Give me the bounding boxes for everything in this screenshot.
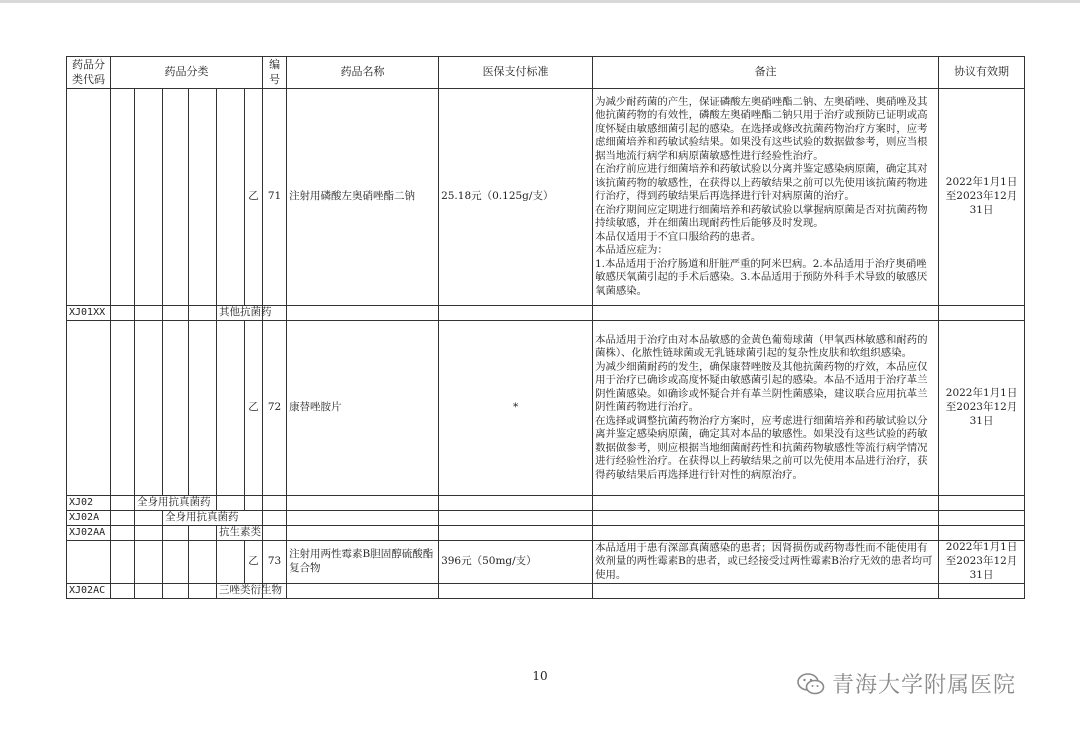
category-code: XJ02A	[67, 511, 111, 526]
category-label: 其他抗菌药	[217, 306, 263, 321]
drug-period: 2022年1月1日至2023年12月31日	[939, 89, 1025, 306]
remark-line: 本品适用于患有深部真菌感染的患者；因肾损伤或药物毒性而不能使用有效剂量的两性霉素B的患者，或已经接受过两性霉素B治疗无效的患者均可使用。	[595, 541, 933, 581]
drug-grade: 乙	[245, 541, 263, 584]
drug-number: 71	[263, 89, 287, 306]
category-row-xj02aa	[67, 526, 1025, 541]
category-row-xj02	[67, 496, 1025, 511]
drug-period: 2022年1月1日至2023年12月31日	[939, 541, 1025, 584]
remark-line: 为减少耐药菌的产生，保证磷酸左奥硝唑酯二钠、左奥硝唑、奥硝唑及其他抗菌药物的有效性，磷酸左奥硝唑酯二钠只用于治疗或预防已证明或高度怀疑由敏感细菌引起的感染。在选择或修改抗菌药物治疗方案时，应考虑细菌培养和药敏试验结果。如果没有这些试验的数据做参考，则应当根据当地流行病学和病原菌敏感性进行经验性治疗。	[595, 95, 928, 162]
drug-row-71	[67, 89, 1025, 306]
remark-line: 本品适用于治疗由对本品敏感的金黄色葡萄球菌（甲氧西林敏感和耐药的菌株）、化脓性链球菌或无乳链球菌引起的复杂性皮肤和软组织感染。	[595, 333, 928, 360]
header-row	[67, 57, 1025, 89]
top-border-line	[0, 0, 1080, 3]
header-period: 协议有效期	[939, 57, 1025, 89]
remark-line: 1.本品适用于治疗肠道和肝脏严重的阿米巴病。2.本品适用于治疗奥硝唑敏感厌氧菌引起的手术后感染。3.本品适用于预防外科手术导致的敏感厌氧菌感染。	[595, 257, 928, 297]
category-label: 全身用抗真菌药	[135, 496, 217, 511]
drug-grade: 乙	[245, 321, 263, 496]
wechat-icon	[796, 672, 826, 696]
category-label: 三唑类衍生物	[217, 583, 263, 598]
remark-line: 在选择或调整抗菌药物治疗方案时，应考虑进行细菌培养和药敏试验以分离并鉴定感染病原菌，确定其对本品的敏感性。如果没有这些试验的药敏数据做参考，则应根据当地细菌耐药性和抗菌药物敏感性等流行病学情况进行经验性治疗。在获得以上药敏结果之前可以先使用本品进行治疗，获得药敏结果后再选择进行针对性的病原治疗。	[595, 414, 928, 481]
drug-name: 康替唑胺片	[287, 321, 439, 496]
drug-name: 注射用磷酸左奥硝唑酯二钠	[287, 89, 439, 306]
header-name: 药品名称	[287, 57, 439, 89]
header-category: 药品分类	[111, 57, 263, 89]
remark-line: 本品适应症为：	[595, 244, 668, 257]
remark-line: 本品仅适用于不宜口服给药的患者。	[595, 230, 762, 243]
drug-period: 2022年1月1日至2023年12月31日	[939, 321, 1025, 496]
category-code: XJ01XX	[67, 306, 111, 321]
drug-number: 73	[263, 541, 287, 584]
remark-line: 在治疗前应进行细菌培养和药敏试验以分离并鉴定感染病原菌，确定其对该抗菌药物的敏感性，在获得以上药敏结果之前可以先使用该抗菌药物进行治疗，得到药敏结果后再选择进行针对病原菌的治疗。	[595, 163, 928, 203]
drug-remarks	[593, 541, 939, 584]
header-number: 编号	[263, 57, 287, 89]
drug-remarks	[593, 321, 939, 496]
drug-row-72	[67, 321, 1025, 496]
drug-name: 注射用两性霉素B胆固醇硫酸酯复合物	[287, 541, 439, 584]
drug-standard: 25.18元（0.125g/支）	[439, 89, 593, 306]
category-row-xj01xx	[67, 306, 1025, 321]
header-code: 药品分类代码	[67, 57, 111, 89]
drug-remarks	[593, 89, 939, 306]
category-label: 抗生素类	[217, 526, 263, 541]
watermark-text: 青海大学附属医院	[832, 673, 1017, 698]
drug-catalog-table	[66, 56, 1025, 599]
page-number: 10	[532, 669, 548, 683]
watermark	[796, 668, 1016, 699]
remark-line: 在治疗期间应定期进行细菌培养和药敏试验以掌握病原菌是否对抗菌药物持续敏感，并在细菌出现耐药性后能够及时发现。	[595, 203, 928, 230]
remark-line: 为减少细菌耐药的发生，确保康替唑胺及其他抗菌药物的疗效，本品应仅用于治疗已确诊或高度怀疑由敏感菌引起的感染。本品不适用于治疗革兰阴性菌感染。如确诊或怀疑合并有革兰阴性菌感染，建议联合应用抗革兰阴性菌药物进行治疗。	[595, 360, 928, 414]
category-row-xj02ac	[67, 583, 1025, 598]
category-row-xj02a	[67, 511, 1025, 526]
header-standard: 医保支付标准	[439, 57, 593, 89]
drug-standard: *	[439, 321, 593, 496]
drug-number: 72	[263, 321, 287, 496]
category-code: XJ02	[67, 496, 111, 511]
drug-standard: 396元（50mg/支）	[439, 541, 593, 584]
category-code: XJ02AC	[67, 583, 111, 598]
header-remarks: 备注	[593, 57, 939, 89]
drug-row-73	[67, 541, 1025, 584]
drug-grade: 乙	[245, 89, 263, 306]
category-label: 全身用抗真菌药	[163, 511, 263, 526]
category-code: XJ02AA	[67, 526, 111, 541]
